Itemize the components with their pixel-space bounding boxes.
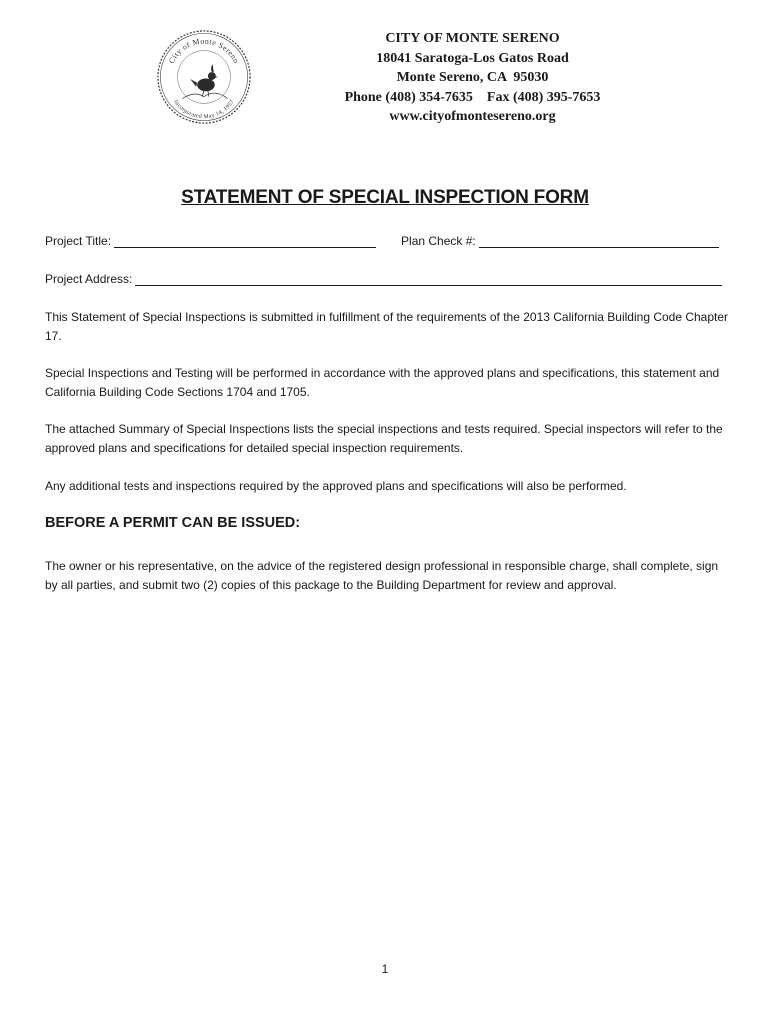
project-title-row (45, 234, 719, 248)
permit-section-heading: BEFORE A PERMIT CAN BE ISSUED: (45, 515, 301, 531)
testing-paragraph: Special Inspections and Testing will be performed in accordance with the approved plans and specifications, this statement and California Building Code Sections 1704 and 1705. (45, 366, 720, 399)
project-title-field[interactable] (114, 234, 376, 248)
page-number: 1 (381, 962, 389, 976)
project-address-label: Project Address: (45, 272, 133, 286)
project-address-field[interactable] (135, 272, 722, 286)
plan-check-label: Plan Check #: (401, 234, 476, 248)
seal-top-text: City of Monte Sereno (166, 36, 242, 65)
seal-bottom-text: Incorporated May 14, 1957 (172, 99, 236, 121)
letterhead-city: CITY OF MONTE SERENO (385, 31, 560, 46)
svg-text:City of Monte Sereno (167, 37, 241, 65)
letterhead-street: 18041 Saratoga-Los Gatos Road (376, 50, 569, 66)
quail-bird-icon (190, 64, 217, 96)
project-title-label: Project Title: (45, 234, 112, 248)
summary-paragraph: The attached Summary of Special Inspections lists the special inspections and tests required. Special inspectors will refer to the approved plans and specifications for detailed special inspection requirements. (45, 422, 723, 455)
plan-check-field[interactable] (479, 234, 719, 248)
letterhead-website[interactable]: www.cityofmontesereno.org (389, 109, 556, 124)
additional-tests-paragraph: Any additional tests and inspections required by the approved plans and specifications will also be performed. (45, 479, 627, 493)
city-seal-logo (155, 28, 253, 126)
letterhead-phone-fax: Phone (408) 354-7635 Fax (408) 395-7653 (344, 89, 601, 105)
letterhead (300, 29, 645, 127)
form-title: STATEMENT OF SPECIAL INSPECTION FORM (181, 187, 589, 208)
intro-paragraph: This Statement of Special Inspections is submitted in fulfillment of the requirements of the 2013 California Building Code Chapter 17. (45, 310, 729, 343)
project-address-row (45, 272, 722, 286)
letterhead-city-state-zip: Monte Sereno, CA 95030 (396, 70, 549, 85)
permit-section-paragraph: The owner or his representative, on the advice of the registered design professional in responsible charge, shall complete, sign by all parties, and submit two (2) copies of this package to the Building Department for review and approval. (45, 559, 719, 592)
